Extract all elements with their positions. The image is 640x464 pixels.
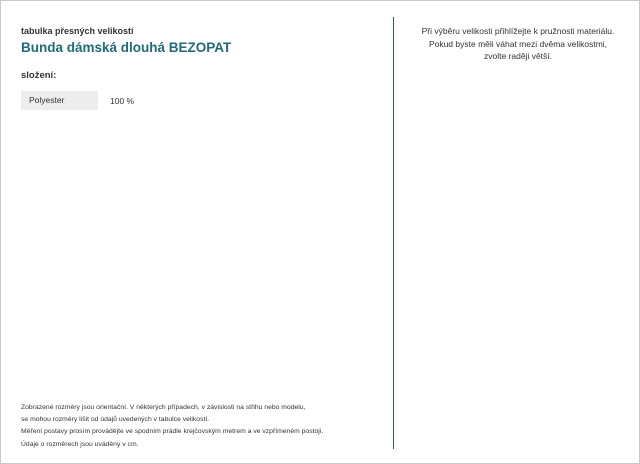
size-advice: [409, 25, 627, 63]
advice-line: Při výběru velikosti přihlížejte k pružnosti materiálu.: [421, 26, 615, 36]
composition-label: složení:: [21, 70, 57, 81]
composition-row: [21, 91, 376, 110]
note-line: Zobrazené rozměry jsou orientační. V některých případech, v závislosti na střihu nebo modelu,: [21, 404, 306, 411]
note-line: Údaje o rozměrech jsou uváděny v cm.: [21, 440, 139, 448]
note-line: Měření postavy prosím provádějte ve spodním prádle krejčovským metrem a ve vzpřímeném postoji.: [21, 428, 324, 436]
measurement-notes: [21, 402, 386, 451]
advice-line: Pokud byste měli váhat mezi dvěma velikostmi,: [428, 38, 608, 49]
column-divider: [393, 17, 394, 449]
material-percent: 100 %: [110, 95, 135, 106]
product-title: Bunda dámská dlouhá BEZOPAT: [21, 40, 232, 55]
material-name: Polyester: [21, 91, 98, 110]
size-chart-subtitle: tabulka přesných velikostí: [21, 26, 134, 36]
size-chart-main: [21, 25, 376, 110]
advice-line: zvolte raději větší.: [483, 51, 553, 61]
note-line: se mohou rozměry lišit od údajů uvedených v tabulce velikostí.: [21, 416, 210, 424]
